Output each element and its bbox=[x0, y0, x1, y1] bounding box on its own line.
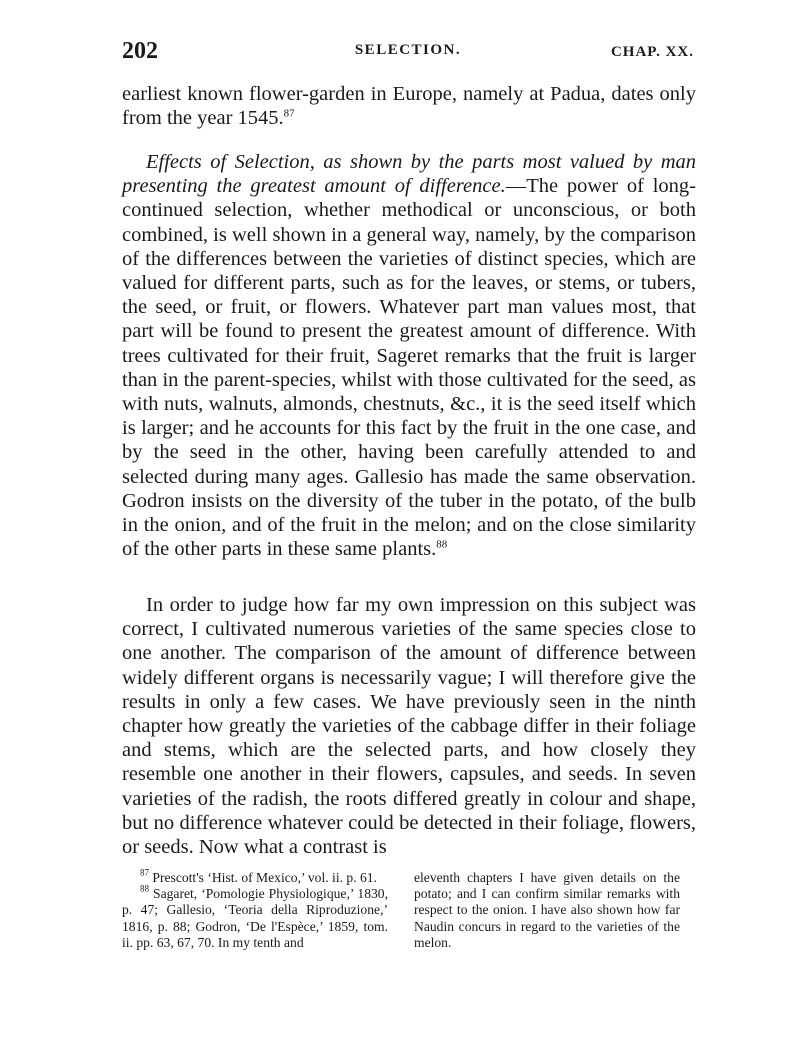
running-title: SELECTION. bbox=[354, 42, 462, 58]
footnote-87 bbox=[122, 867, 388, 886]
footnote-marker: 87 bbox=[140, 867, 149, 878]
footnote-text: Sagaret, ‘Pomologie Physiologique,’ 1830, p. 47; Gallesio, ‘Teoria della Riproduzione,’ 1816, p. 88; Godron, ‘De l'Espèce,’ 1859, tom. ii. pp. 63, 67, 70. In my tenth and bbox=[122, 886, 388, 950]
paragraph-text: In order to judge how far my own impression on this subject was correct, I cultivated numerous varieties of the same species close to one another. The comparison of the amount of difference between widely different organs is necessarily vague; I will therefore give the results in only a few cases. We have previously seen in the ninth chapter how greatly the varieties of the cabbage differ in their foliage and stems, which are the selected parts, and how closely they resemble one another in their flowers, capsules, and seeds. In seven varieties of the radish, the roots differed greatly in colour and shape, but no difference whatever could be detected in their foliage, flowers, or seeds. Now what a contrast is bbox=[122, 594, 696, 859]
section-paragraph bbox=[122, 150, 696, 561]
chapter-label: CHAP. XX. bbox=[610, 44, 694, 60]
footnote-ref-88: 88 bbox=[436, 538, 448, 551]
page-number: 202 bbox=[122, 38, 158, 64]
running-header bbox=[122, 38, 694, 68]
footnote-ref-87: 87 bbox=[283, 107, 295, 120]
footnote-88-continued bbox=[414, 870, 680, 951]
footnote-text: Prescott's ‘Hist. of Mexico,’ vol. ii. p. 61. bbox=[152, 870, 377, 885]
footnote-text: eleventh chapters I have given details on the potato; and I can confirm similar remarks with respect to the onion. I have also shown how far Naudin concurs in regard to the varieties of the melon. bbox=[414, 870, 680, 950]
footnote-column-left bbox=[122, 867, 388, 951]
footnote-column-right bbox=[414, 870, 680, 951]
paragraph-text: earliest known flower-garden in Europe, namely at Padua, dates only from the year 1545. bbox=[122, 83, 696, 130]
footnote-88 bbox=[122, 883, 388, 951]
paragraph-continued bbox=[122, 82, 696, 130]
section-heading: Effects of Selection, as shown by the parts most valued by man presenting the greatest amount of difference. bbox=[122, 151, 696, 198]
footnote-marker: 88 bbox=[140, 883, 149, 894]
paragraph-text: —The power of long-continued selection, whether methodical or unconscious, or both combined, is well shown in a general way, namely, by the comparison of the differences between the varieties of distinct species, which are valued for different parts, such as for the leaves, or stems, or tubers, the seed, or fruit, or flowers. Whatever part man values most, that part will be found to present the greatest amount of difference. With trees cultivated for their fruit, Sageret remarks that the fruit is larger than in the parent-species, whilst with those cultivated for the seed, as with nuts, walnuts, almonds, chestnuts, &c., it is the seed itself which is larger; and he accounts for this fact by the fruit in the one case, and by the seed in the other, having been carefully attended to and selected during many ages. Gallesio has made the same observation. Godron insists on the diversity of the tuber in the potato, of the bulb in the onion, and of the fruit in the melon; and on the close similarity of the other parts in these same plants. bbox=[122, 175, 696, 561]
paragraph bbox=[122, 593, 696, 859]
